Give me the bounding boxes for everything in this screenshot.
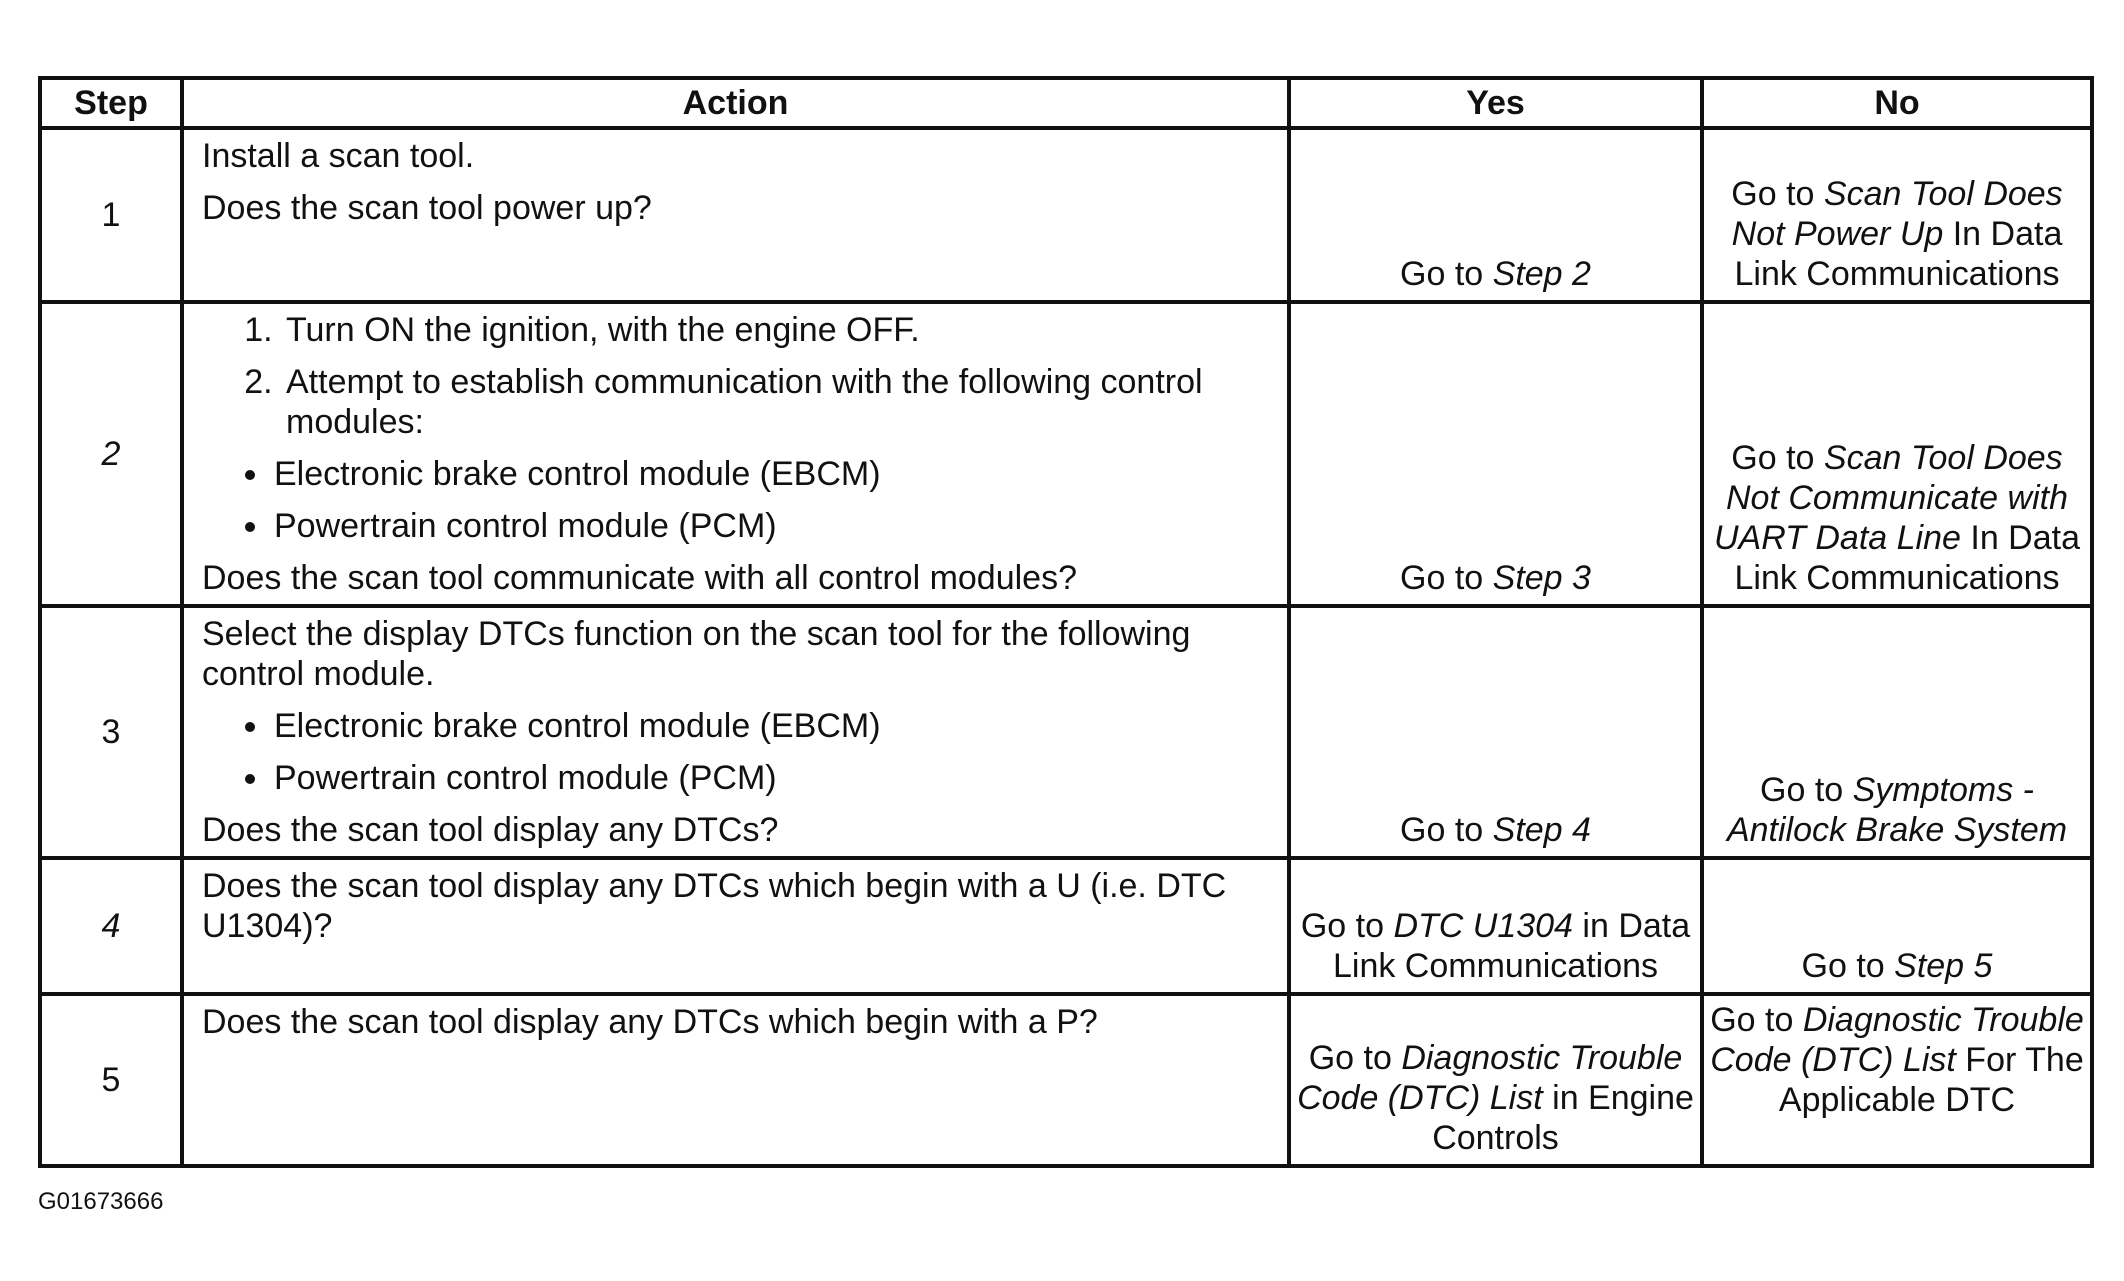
list-item: 1. Turn ON the ignition, with the engine OFF. [282, 310, 1269, 350]
yes-cell [1289, 302, 1702, 606]
action-cell [182, 606, 1289, 858]
no-suffix: In Data Link Communications [1734, 215, 2063, 293]
yes-link[interactable]: DTC U1304 [1393, 907, 1573, 945]
yes-link[interactable]: Step 2 [1492, 255, 1591, 293]
header-step: Step [40, 78, 182, 128]
step-number: 2 [40, 302, 182, 606]
step-number: 1 [40, 128, 182, 302]
list-item: • Electronic brake control module (EBCM) [272, 454, 1269, 494]
table-row-step-5 [40, 994, 2092, 1166]
yes-link[interactable]: Step 4 [1492, 811, 1591, 849]
action-cell [182, 128, 1289, 302]
yes-suffix: in Data Link Communications [1332, 907, 1691, 985]
no-prefix: Go to [1801, 947, 1895, 985]
step-number: 4 [40, 858, 182, 994]
yes-link[interactable]: Diagnostic Trouble Code (DTC) List [1297, 1039, 1683, 1117]
bullet-list [202, 454, 1269, 546]
diagnostic-table [38, 76, 2094, 1168]
no-link[interactable]: Diagnostic Trouble Code (DTC) List [1710, 1001, 2084, 1079]
numbered-list [202, 310, 1269, 442]
no-link[interactable]: Symptoms - Antilock Brake System [1726, 771, 2068, 849]
action-cell [182, 994, 1289, 1166]
no-prefix: Go to [1760, 771, 1853, 809]
list-item: 2. Attempt to establish communication with the following control modules: [282, 362, 1269, 442]
no-prefix: Go to [1731, 439, 1824, 477]
no-link[interactable]: Scan Tool Does Not Communicate with UART Data Line [1713, 439, 2068, 557]
table-row-step-3 [40, 606, 2092, 858]
header-no: No [1702, 78, 2092, 128]
table-row-step-1 [40, 128, 2092, 302]
no-cell [1702, 994, 2092, 1166]
yes-prefix: Go to [1400, 255, 1493, 293]
header-action: Action [182, 78, 1289, 128]
yes-prefix: Go to [1300, 907, 1394, 945]
yes-prefix: Go to [1400, 811, 1493, 849]
no-cell [1702, 858, 2092, 994]
yes-prefix: Go to [1308, 1039, 1402, 1077]
action-question: Does the scan tool power up? [202, 189, 652, 227]
action-text: Select the display DTCs function on the scan tool for the following control module. [202, 615, 1191, 693]
no-link[interactable]: Step 5 [1894, 947, 1993, 985]
no-cell [1702, 606, 2092, 858]
action-question: Does the scan tool display any DTCs? [202, 811, 779, 849]
step-number: 3 [40, 606, 182, 858]
table-row-step-2 [40, 302, 2092, 606]
action-question: Does the scan tool display any DTCs which begin with a P? [202, 1003, 1098, 1041]
header-yes: Yes [1289, 78, 1702, 128]
no-cell [1702, 302, 2092, 606]
yes-cell [1289, 128, 1702, 302]
action-question: Does the scan tool display any DTCs which begin with a U (i.e. DTC U1304)? [202, 867, 1227, 945]
no-cell [1702, 128, 2092, 302]
list-item: • Powertrain control module (PCM) [272, 506, 1269, 546]
no-suffix: For The Applicable DTC [1778, 1041, 2084, 1119]
yes-link[interactable]: Step 3 [1492, 559, 1591, 597]
yes-prefix: Go to [1400, 559, 1493, 597]
action-cell [182, 302, 1289, 606]
action-text: Install a scan tool. [202, 137, 475, 175]
no-link[interactable]: Scan Tool Does Not Power Up [1731, 175, 2063, 253]
no-prefix: Go to [1731, 175, 1824, 213]
step-number: 5 [40, 994, 182, 1166]
header-row [40, 78, 2092, 128]
figure-id: G01673666 [38, 1188, 164, 1215]
action-question: Does the scan tool communicate with all control modules? [202, 559, 1077, 597]
list-item: • Powertrain control module (PCM) [272, 758, 1269, 798]
yes-cell [1289, 858, 1702, 994]
bullet-list [202, 706, 1269, 798]
yes-cell [1289, 606, 1702, 858]
list-item: • Electronic brake control module (EBCM) [272, 706, 1269, 746]
table-row-step-4 [40, 858, 2092, 994]
no-suffix: In Data Link Communications [1734, 519, 2080, 597]
yes-cell [1289, 994, 1702, 1166]
action-cell [182, 858, 1289, 994]
yes-suffix: in Engine Controls [1432, 1079, 1694, 1157]
no-prefix: Go to [1710, 1001, 1803, 1039]
